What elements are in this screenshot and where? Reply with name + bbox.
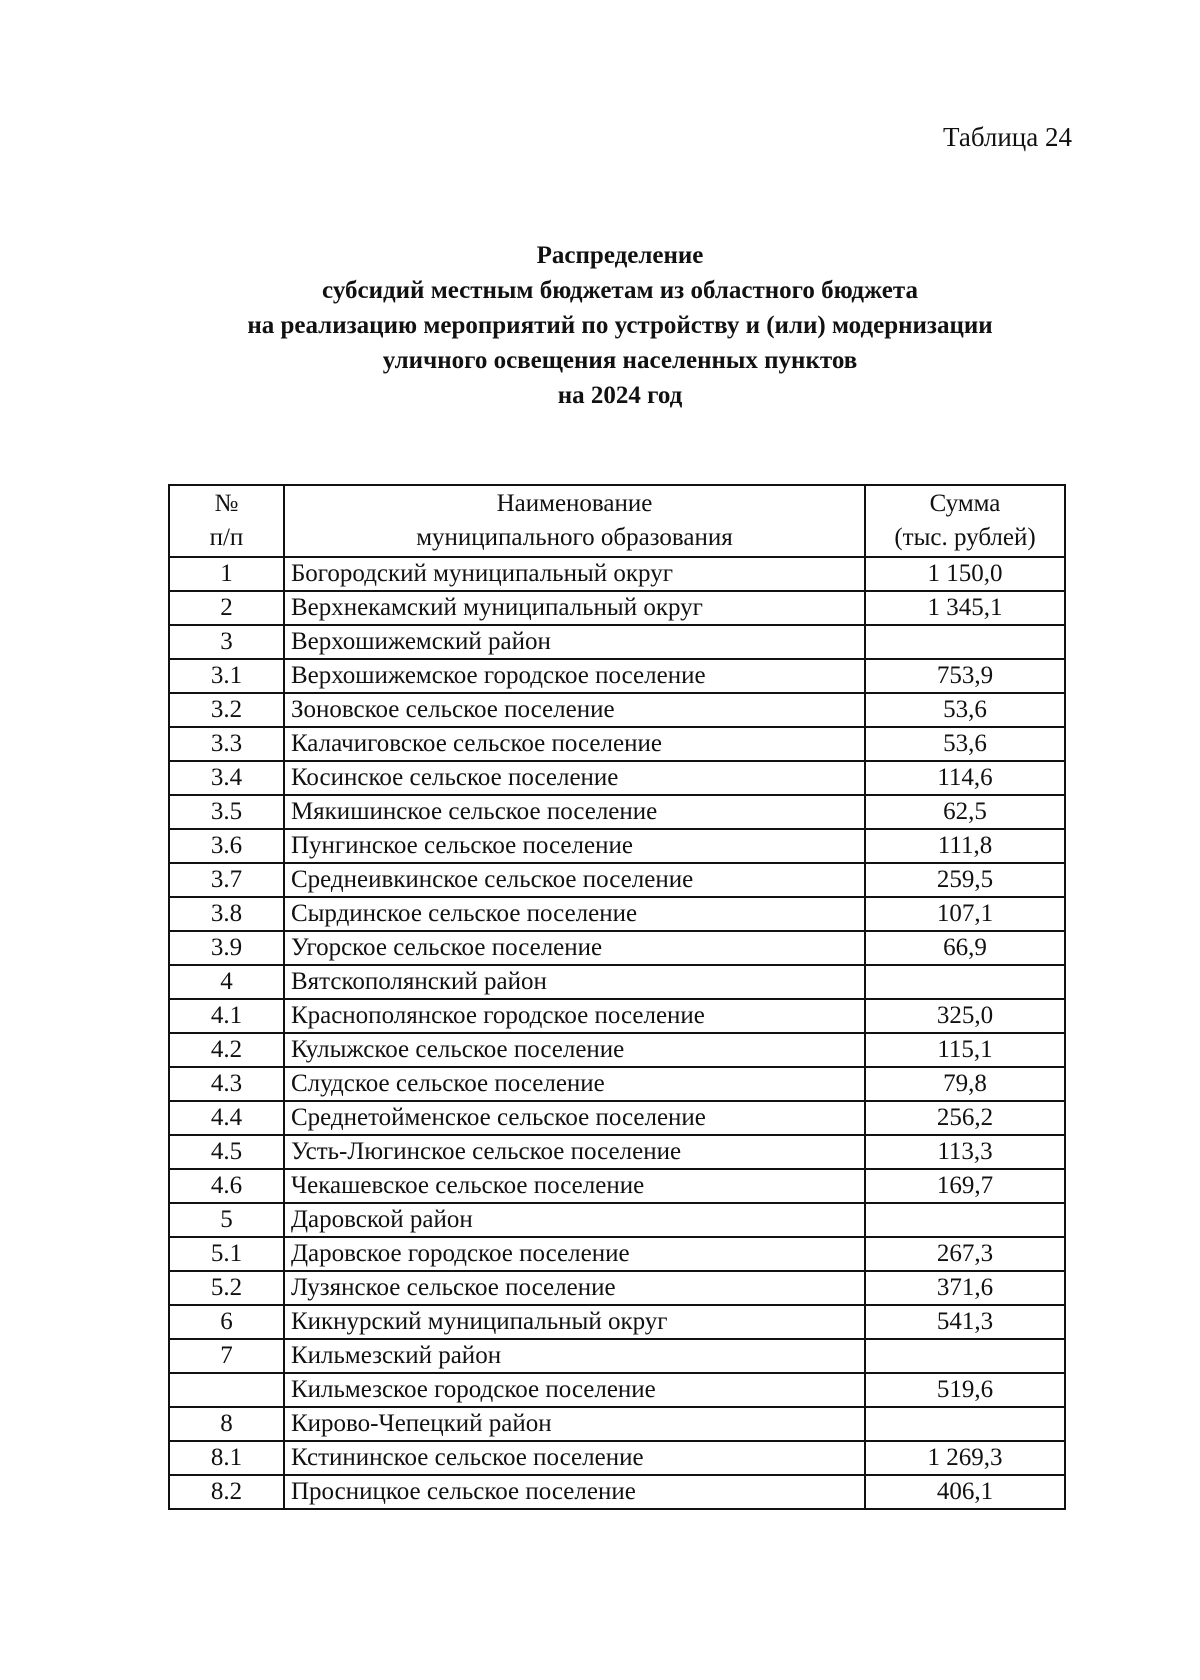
subsidy-amount [865, 1407, 1065, 1441]
subsidy-amount: 115,1 [865, 1033, 1065, 1067]
subsidy-amount: 53,6 [865, 693, 1065, 727]
row-number: 8.1 [169, 1441, 284, 1475]
municipality-name: Сырдинское сельское поселение [284, 897, 865, 931]
table-row [169, 795, 1065, 829]
table-row [169, 1169, 1065, 1203]
row-number: 7 [169, 1339, 284, 1373]
row-number: 5.2 [169, 1271, 284, 1305]
subsidy-amount: 1 150,0 [865, 557, 1065, 591]
row-number: 4.1 [169, 999, 284, 1033]
header-num-line1: № [214, 490, 239, 517]
document-title [0, 238, 1200, 413]
row-number: 3.3 [169, 727, 284, 761]
table-body [169, 557, 1065, 1509]
row-number [169, 1373, 284, 1407]
municipality-name: Среднеивкинское сельское поселение [284, 863, 865, 897]
header-name-line2: муниципального образования [416, 524, 733, 551]
row-number: 1 [169, 557, 284, 591]
row-number: 4 [169, 965, 284, 999]
municipality-name: Вятскополянский район [284, 965, 865, 999]
row-number: 8.2 [169, 1475, 284, 1509]
subsidy-amount: 1 345,1 [865, 591, 1065, 625]
table-row [169, 659, 1065, 693]
subsidy-amount: 107,1 [865, 897, 1065, 931]
municipality-name: Верхошижемское городское поселение [284, 659, 865, 693]
row-number: 4.3 [169, 1067, 284, 1101]
header-num [169, 485, 284, 557]
header-row [169, 485, 1065, 557]
table-row [169, 1237, 1065, 1271]
table-row [169, 1203, 1065, 1237]
row-number: 3.4 [169, 761, 284, 795]
header-sum-line1: Сумма [929, 490, 1001, 517]
table-row [169, 1441, 1065, 1475]
table-row [169, 1033, 1065, 1067]
table-row [169, 1305, 1065, 1339]
municipality-name: Зоновское сельское поселение [284, 693, 865, 727]
row-number: 4.6 [169, 1169, 284, 1203]
row-number: 2 [169, 591, 284, 625]
table-row [169, 625, 1065, 659]
municipality-name: Верхошижемский район [284, 625, 865, 659]
table-number-label: Таблица 24 [943, 122, 1072, 152]
municipality-name: Просницкое сельское поселение [284, 1475, 865, 1509]
row-number: 6 [169, 1305, 284, 1339]
subsidy-amount: 66,9 [865, 931, 1065, 965]
municipality-name: Угорское сельское поселение [284, 931, 865, 965]
title-line: на 2024 год [557, 382, 683, 409]
municipality-name: Даровское городское поселение [284, 1237, 865, 1271]
subsidy-amount [865, 965, 1065, 999]
table-row [169, 965, 1065, 999]
table-row [169, 1271, 1065, 1305]
subsidy-amount: 111,8 [865, 829, 1065, 863]
subsidy-amount: 519,6 [865, 1373, 1065, 1407]
table-row [169, 1339, 1065, 1373]
municipality-name: Кирово-Чепецкий район [284, 1407, 865, 1441]
subsidy-amount: 753,9 [865, 659, 1065, 693]
row-number: 4.2 [169, 1033, 284, 1067]
table-row [169, 1067, 1065, 1101]
municipality-name: Слудское сельское поселение [284, 1067, 865, 1101]
subsidy-amount: 541,3 [865, 1305, 1065, 1339]
subsidy-amount: 406,1 [865, 1475, 1065, 1509]
table-row [169, 1135, 1065, 1169]
table-row [169, 1407, 1065, 1441]
header-sum-line2: (тыс. рублей) [894, 524, 1036, 551]
table-row [169, 863, 1065, 897]
subsidy-amount: 53,6 [865, 727, 1065, 761]
municipality-name: Косинское сельское поселение [284, 761, 865, 795]
municipality-name: Мякишинское сельское поселение [284, 795, 865, 829]
table-row [169, 999, 1065, 1033]
table-row [169, 693, 1065, 727]
municipality-name: Калачиговское сельское поселение [284, 727, 865, 761]
row-number: 3.9 [169, 931, 284, 965]
table-row [169, 829, 1065, 863]
subsidy-amount: 371,6 [865, 1271, 1065, 1305]
subsidy-amount: 325,0 [865, 999, 1065, 1033]
row-number: 3.7 [169, 863, 284, 897]
subsidy-amount: 256,2 [865, 1101, 1065, 1135]
municipality-name: Краснополянское городское поселение [284, 999, 865, 1033]
table-row [169, 591, 1065, 625]
municipality-name: Верхнекамский муниципальный округ [284, 591, 865, 625]
municipality-name: Кикнурский муниципальный округ [284, 1305, 865, 1339]
table-row [169, 761, 1065, 795]
title-line: уличного освещения населенных пунктов [382, 347, 858, 374]
header-num-line2: п/п [209, 524, 244, 551]
table-row [169, 1373, 1065, 1407]
row-number: 3.5 [169, 795, 284, 829]
row-number: 3.1 [169, 659, 284, 693]
row-number: 3.6 [169, 829, 284, 863]
row-number: 8 [169, 1407, 284, 1441]
subsidy-amount: 113,3 [865, 1135, 1065, 1169]
municipality-name: Пунгинское сельское поселение [284, 829, 865, 863]
table-row [169, 897, 1065, 931]
municipality-name: Лузянское сельское поселение [284, 1271, 865, 1305]
subsidy-amount: 62,5 [865, 795, 1065, 829]
title-line: субсидий местным бюджетам из областного бюджета [322, 277, 918, 304]
municipality-name: Усть-Люгинское сельское поселение [284, 1135, 865, 1169]
row-number: 4.5 [169, 1135, 284, 1169]
subsidy-amount [865, 1203, 1065, 1237]
municipality-name: Среднетойменское сельское поселение [284, 1101, 865, 1135]
row-number: 5 [169, 1203, 284, 1237]
subsidy-amount: 114,6 [865, 761, 1065, 795]
subsidy-amount: 79,8 [865, 1067, 1065, 1101]
row-number: 4.4 [169, 1101, 284, 1135]
header-sum [865, 485, 1065, 557]
table-header [169, 485, 1065, 557]
municipality-name: Кулыжское сельское поселение [284, 1033, 865, 1067]
row-number: 3.2 [169, 693, 284, 727]
municipality-name: Богородский муниципальный округ [284, 557, 865, 591]
subsidy-amount [865, 1339, 1065, 1373]
subsidy-amount: 1 269,3 [865, 1441, 1065, 1475]
subsidy-amount: 267,3 [865, 1237, 1065, 1271]
row-number: 3 [169, 625, 284, 659]
table-row [169, 931, 1065, 965]
subsidy-amount: 259,5 [865, 863, 1065, 897]
table-row [169, 1101, 1065, 1135]
title-line: на реализацию мероприятий по устройству и (или) модернизации [247, 312, 993, 339]
subsidy-amount [865, 625, 1065, 659]
municipality-name: Чекашевское сельское поселение [284, 1169, 865, 1203]
municipality-name: Кстининское сельское поселение [284, 1441, 865, 1475]
table-row [169, 727, 1065, 761]
municipality-name: Кильмезский район [284, 1339, 865, 1373]
header-name-line1: Наименование [496, 490, 653, 517]
row-number: 5.1 [169, 1237, 284, 1271]
municipality-name: Даровской район [284, 1203, 865, 1237]
municipality-name: Кильмезское городское поселение [284, 1373, 865, 1407]
table-row [169, 1475, 1065, 1509]
row-number: 3.8 [169, 897, 284, 931]
subsidy-table [168, 484, 1066, 1510]
title-line: Распределение [536, 242, 704, 269]
header-name [284, 485, 865, 557]
subsidy-amount: 169,7 [865, 1169, 1065, 1203]
table-row [169, 557, 1065, 591]
